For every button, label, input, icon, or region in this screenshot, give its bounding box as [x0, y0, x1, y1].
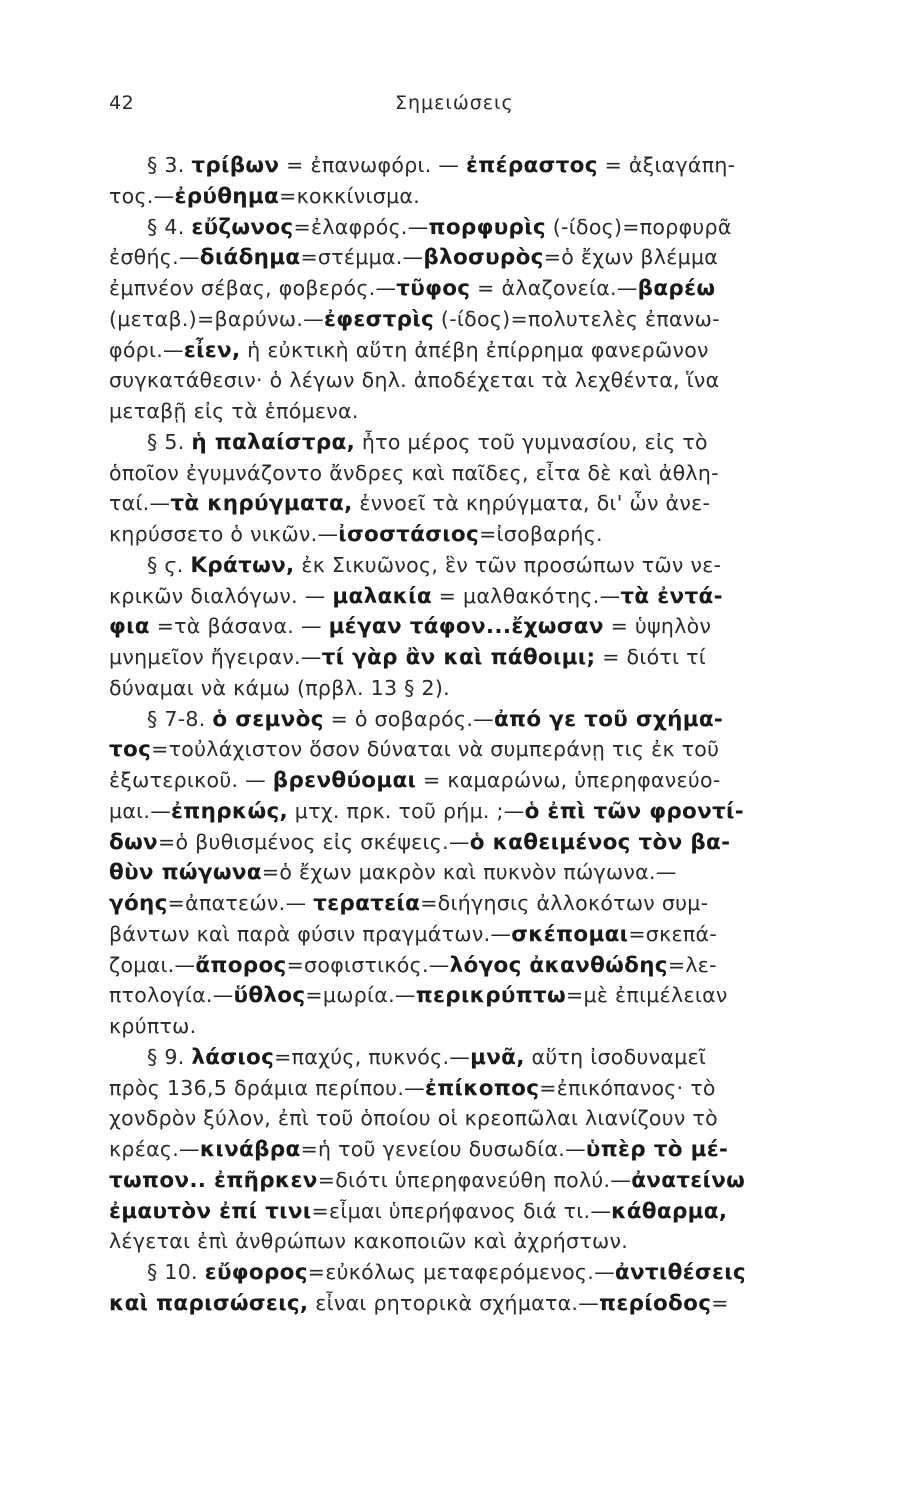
headword: τί γὰρ ἂν καὶ πάθοιμι; — [321, 645, 596, 670]
gloss-text: =ἀπατεών.— — [167, 891, 314, 915]
gloss-text: πρὸς 136,5 δράμια περίπου.— — [109, 1075, 425, 1100]
gloss-text: χονδρὸν ξύλον, ἐπὶ τοῦ ὁποίου οἱ κρεοπῶλαι λιανίζουν τὸ — [109, 1106, 718, 1131]
text-line — [109, 1288, 807, 1319]
headword: τῦφος — [396, 276, 471, 301]
text-line — [109, 1165, 807, 1196]
gloss-text: μαι.— — [109, 798, 172, 823]
gloss-text: = — [711, 1290, 729, 1315]
gloss-text: =λε- — [667, 952, 717, 977]
gloss-text: § 4. — [147, 214, 192, 239]
headword: λάσιος — [191, 1044, 275, 1070]
headword: βαρέω — [637, 276, 716, 301]
headword: ἀντιθέσεις — [614, 1260, 746, 1285]
text-line — [109, 488, 807, 519]
text-line — [109, 857, 807, 888]
gloss-text: =παχύς, πυκνός.— — [274, 1044, 471, 1069]
gloss-text: κηρύσσετο ὁ νικῶν.— — [109, 522, 339, 546]
headword: ἐφεστρὶς — [323, 306, 435, 332]
text-line — [109, 365, 807, 396]
headword: τὰ ἐντά- — [620, 583, 723, 609]
gloss-text: =ὁ ἔχων βλέμμα — [543, 245, 719, 270]
gloss-text: =σκεπά- — [628, 921, 718, 946]
headword: βλοσυρὸς — [423, 245, 544, 271]
gloss-text: = μαλθακότης.— — [431, 583, 621, 608]
gloss-text: φόρι.— — [109, 337, 184, 362]
headword: Κράτων, — [190, 552, 295, 578]
gloss-text: =ἡ τοῦ γενείου δυσωδία.— — [300, 1137, 586, 1161]
gloss-text: =διήγησις ἀλλοκότων συμ- — [420, 891, 709, 915]
headword: ἐμαυτὸν ἐπί τινι — [109, 1198, 312, 1224]
text-line — [109, 980, 807, 1011]
headword: ὑπὲρ τὸ μέ- — [585, 1137, 729, 1162]
headword: ὕθλος — [233, 983, 306, 1009]
gloss-text: ἐκ Σικυῶνος, ἓν τῶν προσώπων τῶν νε- — [294, 552, 722, 577]
headword: κινάβρα — [199, 1137, 301, 1162]
gloss-text: =σοφιστικός.— — [286, 952, 450, 977]
gloss-text: μτχ. πρκ. τοῦ ρήμ. ;— — [287, 798, 525, 823]
text-line — [109, 888, 807, 919]
headword: ἀνατείνω — [631, 1167, 746, 1193]
headword: ἀπό γε τοῦ σχήμα- — [493, 706, 724, 732]
text-line — [109, 919, 807, 950]
gloss-text: =στέμμα.— — [300, 245, 424, 270]
gloss-text: =ὁ βυθισμένος εἰς σκέψεις.— — [158, 829, 470, 854]
gloss-text: =ἰσοβαρής. — [479, 522, 603, 546]
text-line — [109, 396, 807, 427]
gloss-text: =κοκκίνισμα. — [279, 183, 421, 208]
headword: τος — [109, 737, 152, 763]
text-line — [109, 581, 807, 612]
gloss-text: = ἀξιαγάπη- — [597, 153, 736, 177]
text-line — [109, 950, 807, 981]
headword: εἶεν, — [183, 337, 241, 363]
headword: ὁ σεμνὸς — [212, 706, 324, 732]
text-line — [109, 181, 807, 212]
text-line — [109, 1196, 807, 1227]
headword: ἡ παλαίστρα, — [191, 429, 356, 455]
gloss-text: § 7-8. — [147, 706, 213, 731]
headword: ἐπέραστος — [466, 153, 598, 178]
headword: περίοδος — [599, 1290, 712, 1316]
running-header: Σημειώσεις — [395, 92, 514, 114]
text-line — [109, 212, 807, 243]
gloss-text: τος.— — [109, 183, 175, 208]
headword: μνᾶ, — [470, 1044, 525, 1070]
gloss-text: λέγεται ἐπὶ ἀνθρώπων κακοποιῶν καὶ ἀχρήστων. — [109, 1229, 629, 1254]
gloss-text: ἐσθής.— — [109, 245, 200, 270]
gloss-text: =τὰ βάσανα. — — [149, 614, 329, 639]
gloss-text: δύναμαι νὰ κάμω (πρβλ. 13 § 2). — [109, 675, 451, 700]
headword: πορφυρὶς — [428, 214, 546, 240]
gloss-text: § 5. — [147, 429, 192, 454]
text-line — [109, 1134, 807, 1165]
headword: τερατεία — [313, 891, 421, 916]
gloss-text: ἐμπνέον σέβας, φοβερός.— — [109, 276, 397, 300]
text-line — [109, 1257, 807, 1288]
text-line — [109, 1042, 807, 1073]
text-line — [109, 1103, 807, 1134]
gloss-text: § 10. — [147, 1260, 205, 1284]
text-line — [109, 673, 807, 704]
text-line — [109, 734, 807, 765]
headword: ὁ ἐπὶ τῶν φροντί- — [524, 798, 744, 824]
gloss-text: § ϛ. — [147, 552, 191, 577]
gloss-text: = διότι τί — [595, 645, 706, 669]
body-text — [109, 150, 807, 1319]
gloss-text: συγκατάθεσιν· ὁ λέγων δηλ. ἀποδέχεται τὰ λεχθέντα, ἵνα — [109, 368, 720, 393]
gloss-text: μνημεῖον ἤγειραν.— — [109, 645, 322, 669]
gloss-text: ζομαι.— — [109, 952, 196, 977]
text-line — [109, 273, 807, 304]
gloss-text: (-ίδος)=πολυτελὲς ἐπανω- — [434, 306, 720, 331]
text-line — [109, 796, 807, 827]
text-line — [109, 827, 807, 858]
gloss-text: = ἐπανωφόρι. — — [279, 153, 466, 177]
gloss-text: § 3. — [147, 153, 192, 177]
text-line — [109, 1226, 807, 1257]
text-line — [109, 611, 807, 642]
text-line — [109, 1011, 807, 1042]
gloss-text: =ἐλαφρός.— — [293, 214, 429, 239]
headword: ὁ καθειμένος τὸν βα- — [469, 829, 731, 855]
text-line — [109, 458, 807, 489]
gloss-text: =εἶμαι ὑπερήφανος διά τι.— — [311, 1198, 612, 1223]
gloss-text: ἐννοεῖ τὰ κηρύγματα, δι' ὧν ἀνε- — [352, 491, 711, 516]
gloss-text: ἦτο μέρος τοῦ γυμνασίου, εἰς τὸ — [355, 429, 708, 454]
text-line — [109, 550, 807, 581]
headword: ἰσοστάσιος — [338, 522, 480, 547]
text-line — [109, 242, 807, 273]
headword: τωπον.. ἐπῆρκεν — [109, 1167, 318, 1193]
gloss-text: =ὁ ἔχων μακρὸν καὶ πυκνὸν πώγωνα.— — [261, 860, 677, 885]
gloss-text: κρύπτω. — [109, 1014, 197, 1038]
headword: καὶ παρισώσεις, — [109, 1290, 309, 1316]
headword: εὔφορος — [204, 1260, 308, 1285]
headword: εὔζωνος — [191, 214, 294, 240]
headword: τρίβων — [191, 153, 280, 178]
gloss-text: πτολογία.— — [109, 983, 234, 1008]
gloss-text: = ὑψηλὸν — [603, 614, 712, 639]
gloss-text: =εὐκόλως μεταφερόμενος.— — [307, 1260, 615, 1284]
gloss-text: βάντων καὶ παρὰ φύσιν πραγμάτων.— — [109, 921, 512, 946]
headword: διάδημα — [199, 245, 301, 271]
gloss-text: =μὲ ἐπιμέλειαν — [566, 983, 728, 1008]
gloss-text: ὁποῖον ἐγυμνάζοντο ἄνδρες καὶ παῖδες, εἶτα δὲ καὶ ἀθλη- — [109, 460, 719, 485]
gloss-text: ἐξωτερικοῦ. — — [109, 768, 273, 792]
headword: κάθαρμα, — [611, 1198, 728, 1224]
headword: δων — [109, 829, 159, 855]
text-line — [109, 642, 807, 673]
gloss-text: (μεταβ.)=βαρύνω.— — [109, 306, 324, 331]
gloss-text: ταί.— — [109, 491, 171, 516]
gloss-text: ἡ εὐκτικὴ αὕτη ἀπέβη ἐπίρρημα φανερῶνον — [240, 337, 709, 362]
headword: τὰ κηρύγματα, — [170, 491, 353, 517]
text-line — [109, 765, 807, 796]
gloss-text: μεταβῇ εἰς τὰ ἑπόμενα. — [109, 399, 359, 423]
headword: βρενθύομαι — [272, 768, 417, 793]
headword: θὺν πώγωνα — [109, 860, 262, 886]
headword: ἐπίκοπος — [424, 1075, 540, 1101]
gloss-text: = ὁ σοβαρός.— — [323, 706, 494, 731]
gloss-text: = ἀλαζονεία.— — [470, 276, 638, 300]
page-number: 42 — [109, 92, 135, 114]
text-line — [109, 427, 807, 458]
headword: σκέπομαι — [511, 921, 629, 947]
gloss-text: =ἐπικόπανος· τὸ — [539, 1075, 716, 1100]
gloss-text: εἶναι ρητορικὰ σχήματα.— — [308, 1290, 600, 1315]
gloss-text: = καμαρώνω, ὑπερηφανεύο- — [416, 768, 721, 792]
headword: ἄπορος — [195, 952, 287, 978]
headword: μαλακία — [332, 583, 432, 609]
gloss-text: § 9. — [147, 1044, 192, 1069]
headword: περικρύπτω — [415, 983, 567, 1009]
text-line — [109, 1073, 807, 1104]
gloss-text: =διότι ὑπερηφανεύθη πολύ.— — [317, 1167, 632, 1192]
headword: λόγος ἀκανθώδης — [449, 952, 668, 978]
headword: μέγαν τάφον...ἔχωσαν — [328, 614, 604, 640]
headword: φια — [109, 614, 150, 640]
gloss-text: =μωρία.— — [305, 983, 416, 1008]
gloss-text: =τοὐλάχιστον ὅσον δύναται νὰ συμπεράνῃ τις ἐκ τοῦ — [151, 737, 720, 762]
gloss-text: κρέας.— — [109, 1137, 200, 1161]
headword: ἐρύθημα — [174, 183, 280, 209]
gloss-text: αὕτη ἰσοδυναμεῖ — [524, 1044, 707, 1069]
headword: γόης — [109, 891, 168, 916]
gloss-text: κρικῶν διαλόγων. — — [109, 583, 333, 608]
text-line — [109, 304, 807, 335]
headword: ἐπηρκώς, — [171, 798, 288, 824]
text-line — [109, 150, 807, 181]
text-line — [109, 704, 807, 735]
text-line — [109, 519, 807, 550]
gloss-text: (-ίδος)=πορφυρᾶ — [545, 214, 732, 239]
text-line — [109, 335, 807, 366]
